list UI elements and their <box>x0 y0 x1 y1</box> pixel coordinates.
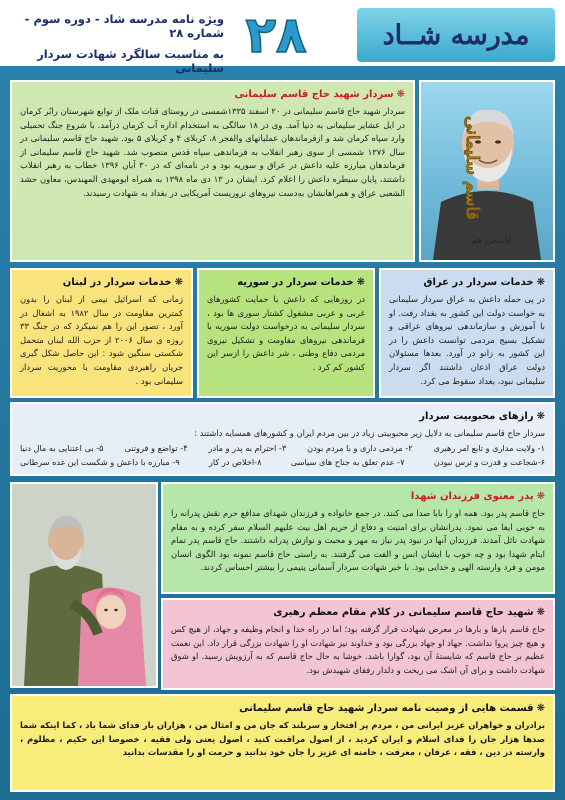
star-icon: ❋ <box>174 277 183 288</box>
popularity-section <box>10 402 555 476</box>
star-icon: ❋ <box>396 89 405 100</box>
lebanon-services-section <box>10 268 193 398</box>
star-icon: ❋ <box>536 491 545 502</box>
header <box>0 0 565 75</box>
popularity-item: ۸-اخلاص در کار <box>208 456 262 467</box>
issue-number-badge <box>228 6 324 64</box>
father-text: حاج قاسم پدر بود. همه او را بابا صدا می کنند. در جمع خانواده و فرزندان شهدای مدافع حرم نقش پدرانه را به خوبی ایفا می نمود. پدرانشان برای امنیت و دفاع از حریم اهل بیت علیهم السلام سفر کرده و به مقام شهادت نائل آمدند. فرزندان آنها در نبود پدر نیاز به مهر و محبت و نوازش پدرانه داشتند. حاج قاسم پدر تمام ایتام شهدا بود و چه خوب با ایشان انس و الفت می گرفتند. به راستی حاج قاسم نمونه بود الگوی انسان مومن و فرد وارسته الهی و خدایی بود. با خبر شهادت سردار آسمانی یتیمی را بیشتر احساس کردند. <box>171 508 545 573</box>
leader-text: حاج قاسم بارها و بارها در معرض شهادت قرار گرفته بود؛ اما در راه خدا و انجام وظیفه و جهاد، از هیچ کس و هیچ چیز پروا نداشت. جهاد او جهاد بزرگی بود و خداوند نیز شهادت او را شهادت بزرگی قرار داد. این نعمت عظیم بر حاج قاسم که شایستهٔ آن بود، گوارا باشد. خوشا به حال حاج قاسم که به آرزویش رسید. او شوق شهادت داشت و برای آن اشک می ریخت و دلدار رفقای شهیدش بود. <box>171 624 545 675</box>
biography-section <box>10 80 415 262</box>
lebanon-text: زمانی که اسرائیل نیمی از لبنان را بدون کمترین مقاومت در سال ۱۹۸۲ به اشغال در آورد ، تصور این را هم نمیکرد که در جنگ ۳۳ روزه ی سال ۲۰۰۶ از حزب الله لبنان متحمل شکستی سنگین شود : این حاصل شکل گیری جریان راهبردی مقاومت با محوریت سردار سلیمانی بود . <box>20 294 184 386</box>
will-section <box>10 694 555 792</box>
popularity-row-1 <box>20 441 545 455</box>
portrait-image <box>419 80 555 262</box>
family-photo <box>10 482 158 688</box>
syria-services-section <box>197 268 375 398</box>
biography-title-text: سردار شهید حاج قاسم سلیمانی <box>234 89 394 100</box>
popularity-item: ۹- مبارزه با داعش و شکست این غده سرطانی <box>20 456 180 467</box>
header-line-occasion: به مناسبت سالگرد شهادت سردار سلیمانی <box>37 47 224 75</box>
star-icon: ❋ <box>536 277 545 288</box>
popularity-item: ۷- عدم تعلق به جناح های سیاسی <box>290 456 405 467</box>
iraq-title-text: خدمات سردار در عراق <box>423 277 534 288</box>
father-title-text: پدر معنوی فرزندان شهدا <box>410 491 534 502</box>
brand-banner <box>357 8 555 62</box>
family-photo-illustration <box>12 484 156 686</box>
popularity-title-text: رازهای محبوبیت سردار <box>419 411 534 422</box>
popularity-item: ۳- احترام به پدر و مادر <box>208 442 287 453</box>
will-text: برادران و خواهران عزیز ایرانی من ، مردم پر افتخار و سربلند که جان من و امثال من ، هزاران بار فدای شما باد ، کما اینکه شما صدها هزار جان را فدای اسلام و ایران کردید ، از اصول مراقبت کنید ، اصول یعنی ولی فقیه ، خصوصا این حکیم ، مظلوم ، وارسته در دین ، فقه ، عرفان ، معرفت ، خامنه ای عزیز را جان خود بدانید و حرمت او را مقدسات بدانید <box>20 720 545 758</box>
popularity-item: ۲- مردمی داری و با مردم بودن <box>307 442 413 453</box>
iraq-text: در پی حمله داعش به عراق سردار سلیمانی به خواست دولت این کشور به بغداد رفت. او با آموزش و سازماندهی نیروهای عراقی و تشکیل بسیج مردمی توانست داعش را در این کشور به زانو در آورد. بعدها مسئولان دولت عراق اذعان داشتند اگر سردار سلیمانی نبود، بغداد سقوط می کرد. <box>389 294 545 386</box>
syria-title-text: خدمات سردار در سوریه <box>237 277 354 288</box>
will-title-text: قسمت هایی از وصیت نامه سردار شهید حاج قاسم سلیمانی <box>239 703 534 714</box>
issue-number: ۲۸ <box>245 6 307 64</box>
popularity-item: ۴- تواضع و فروتنی <box>124 442 188 453</box>
iraq-title <box>389 276 545 289</box>
portrait-calligraphy-small: قاسمن هم <box>471 236 512 246</box>
star-icon: ❋ <box>536 703 545 714</box>
portrait-calligraphy: قاسم سلیمانی <box>462 116 482 220</box>
lebanon-title-text: خدمات سردار در لبنان <box>62 277 172 288</box>
father-title <box>171 490 545 503</box>
iraq-services-section <box>379 268 555 398</box>
biography-text: سردار شهید حاج قاسم سلیمانی در ۲۰ اسفند ۱۳۳۵شمسی در روستای قنات ملک از توابع شهرستان رابُر کرمان در ایل عشایر سلیمانی به دنیا آمد. وی در ۱۸ سالگی به استخدام اداره آب کرمان درآمد. با شروع جنگ تحمیلی وارد سپاه کرمان شد و ازفرماندهان عملیاتهای والفجر ۸، کربلای ۴ و کربلای ۵ بود. شهید حاج قاسم سلیمانی در سال ۱۳۷۶ شمسی از سوی رهبر انقلاب به فرماندهی سپاه قدس منصوب شد. شهید حاج قاسم سلیمانی از فرماندهان مبارزه علیه داعش در عراق و سوریه بود و در نامه‌ای که در ۳۰ آبان ۱۳۹۶ خطاب به رهبر انقلاب داشتند، پایان سیطره داعش را اعلام کرد. ایشان در ۱۳ دی ماه ۱۳۹۸ به همراه ابومهدی المهندس، معاون حشد الشعبی عراق و همراهانشان به‌دست نیروهای تروریست آمریکایی در بغداد به شهادت رسیدند. <box>20 106 406 198</box>
header-line-issue: ویژه نامه مدرسه شاد - دوره سوم - شماره ۲۸ <box>24 12 224 40</box>
popularity-item: ۱- ولایت مداری و تابع امر رهبری <box>433 442 545 453</box>
brand-title: مدرسه شــاد <box>382 19 530 51</box>
header-subtitle <box>6 12 224 75</box>
syria-text: در روزهایی که داعش با حمایت کشورهای غربی و عربی مشغول کشتار سوری ها بود ، سردار سلیمانی به درخواست دولت سوریه با فرماندهی نیروهای مقاومت و تشکیل نیروی مردمی دفاع وطنی ، شر داعش را ازسر این کشور کم کرد . <box>207 294 365 373</box>
star-icon: ❋ <box>356 277 365 288</box>
syria-title <box>207 276 365 289</box>
popularity-intro: سردار حاج قاسم سلیمانی به دلایل زیر محبوبیتی زیاد در بین مردم ایران و کشورهای همسایه داشتند : <box>194 428 545 438</box>
will-title <box>20 702 545 715</box>
popularity-row-2 <box>20 455 545 469</box>
biography-title <box>20 88 405 101</box>
leader-title <box>171 606 545 619</box>
leader-title-text: شهید حاج قاسم سلیمانی در کلام مقام معظم رهبری <box>273 607 534 618</box>
spiritual-father-section <box>161 482 555 594</box>
popularity-title <box>20 410 545 423</box>
leader-words-section <box>161 598 555 690</box>
popularity-item: ۵- بی اعتنایی به مال دنیا <box>20 442 104 453</box>
popularity-item: ۶-شجاعت و قدرت و ترس نبودن <box>433 456 545 467</box>
star-icon: ❋ <box>536 607 545 618</box>
star-icon: ❋ <box>536 411 545 422</box>
lebanon-title <box>20 276 183 289</box>
